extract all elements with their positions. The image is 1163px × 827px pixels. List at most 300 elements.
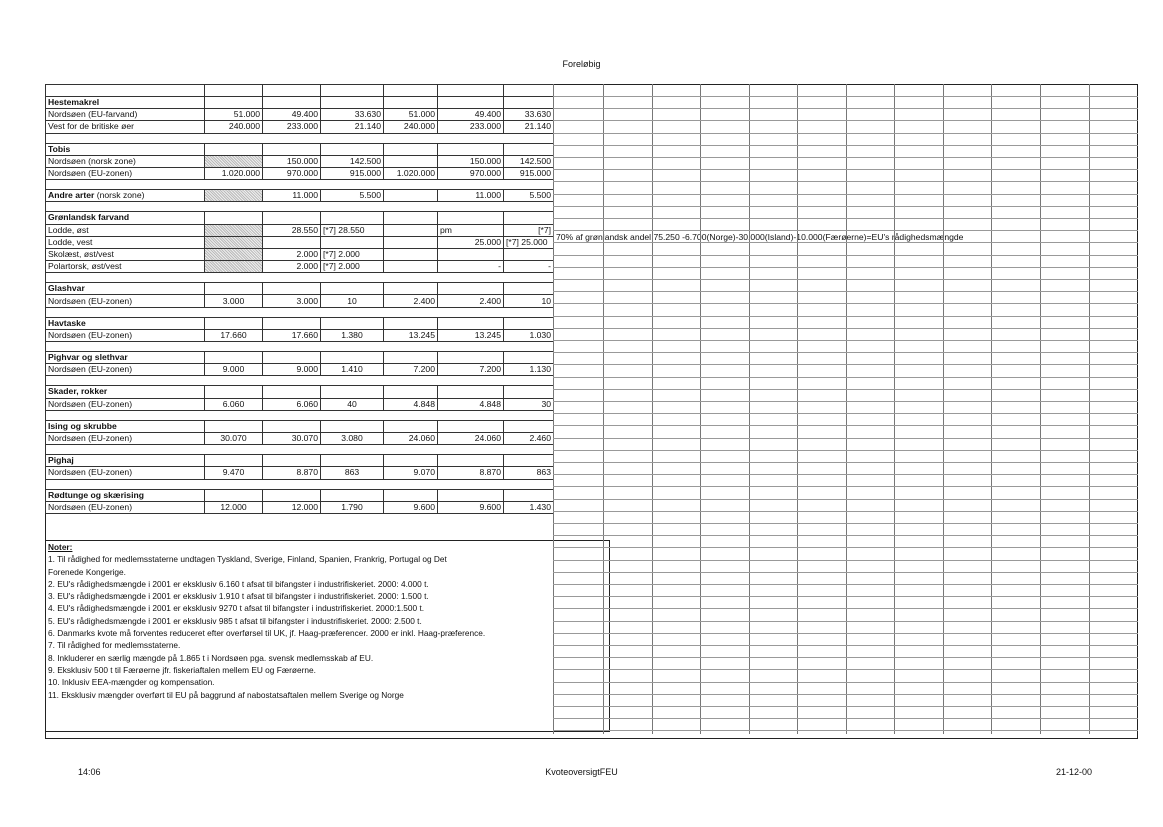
- grid-row-line: [553, 389, 1138, 390]
- row-label: Nordsøen (EU-zonen): [46, 501, 205, 513]
- status-header: Foreløbig: [562, 59, 601, 69]
- value-cell-c: 1.790: [321, 501, 384, 513]
- grid-row-line: [553, 267, 1138, 268]
- spacer-row: [46, 342, 554, 352]
- spacer-cell: [384, 376, 438, 386]
- empty-cell: [205, 420, 263, 432]
- row-label: Nordsøen (EU-zonen): [46, 364, 205, 376]
- spacer-cell: [504, 342, 554, 352]
- spacer-cell: [263, 445, 321, 455]
- table-row: [46, 155, 554, 167]
- spacer-cell: [263, 376, 321, 386]
- section-title: Grønlandsk farvand: [46, 212, 205, 224]
- grid-row-line: [553, 291, 1138, 292]
- spacer-cell: [504, 133, 554, 143]
- empty-cell: [263, 97, 321, 109]
- value-cell-b: 28.550: [263, 224, 321, 236]
- section-title: Pighaj: [46, 455, 205, 467]
- spacer-cell: [205, 202, 263, 212]
- empty-cell: [504, 283, 554, 295]
- header-cell: [321, 85, 384, 97]
- value-cell-b: 233.000: [263, 121, 321, 133]
- grid-row-line: [553, 377, 1138, 378]
- spacer-cell: [205, 273, 263, 283]
- notes-list: [48, 553, 607, 701]
- empty-cell: [504, 317, 554, 329]
- value-cell-a: [205, 224, 263, 236]
- value-cell-d: 7.200: [384, 364, 438, 376]
- spacer-cell: [205, 410, 263, 420]
- value-cell-d: 4.848: [384, 398, 438, 410]
- spacer-row: [46, 479, 554, 489]
- spacer-cell: [438, 202, 504, 212]
- grid-row-line: [553, 560, 1138, 561]
- value-cell-b: 150.000: [263, 155, 321, 167]
- spacer-row: [46, 202, 554, 212]
- value-cell-a: 9.000: [205, 364, 263, 376]
- empty-cell: [438, 386, 504, 398]
- grid-row-line: [553, 694, 1138, 695]
- notes-box: [45, 540, 610, 732]
- empty-cell: [384, 489, 438, 501]
- grid-row-line: [553, 255, 1138, 256]
- note-item: 1. Til rådighed for medlemsstaterne undtagen Tyskland, Sverige, Finland, Spanien, Frankrig, Portugal og Det: [48, 554, 447, 565]
- header-cell: [504, 85, 554, 97]
- grid-row-line: [553, 328, 1138, 329]
- value-cell-f: 10: [504, 295, 554, 307]
- value-cell-f: 1.130: [504, 364, 554, 376]
- spacer-cell: [504, 273, 554, 283]
- row-label: Nordsøen (EU-zonen): [46, 467, 205, 479]
- empty-cell: [263, 352, 321, 364]
- empty-cell: [263, 317, 321, 329]
- grid-row-line: [553, 596, 1138, 597]
- value-cell-f: 142.500: [504, 155, 554, 167]
- value-cell-c: 10: [321, 295, 384, 307]
- row-label: Nordsøen (EU-zonen): [46, 167, 205, 179]
- row-label: Nordsøen (EU-zonen): [46, 432, 205, 444]
- value-cell-d: [384, 236, 438, 248]
- value-cell-d: 9.600: [384, 501, 438, 513]
- table-row: [46, 398, 554, 410]
- grid-row-line: [553, 181, 1138, 182]
- grid-row-line: [553, 96, 1138, 97]
- section-title: Havtaske: [46, 317, 205, 329]
- grid-row-line: [553, 364, 1138, 365]
- value-cell-c: 863: [321, 467, 384, 479]
- value-cell-c: [*7] 2.000: [321, 248, 384, 260]
- table-row: [46, 190, 554, 202]
- value-cell-d: 1.020.000: [384, 167, 438, 179]
- spacer-cell: [46, 342, 205, 352]
- grid-row-line: [553, 218, 1138, 219]
- spacer-row: [46, 307, 554, 317]
- value-cell-a: 6.060: [205, 398, 263, 410]
- grid-row-line: [553, 230, 1138, 231]
- value-cell-b: 9.000: [263, 364, 321, 376]
- empty-cell: [384, 420, 438, 432]
- spacer-cell: [205, 133, 263, 143]
- grid-row-line: [553, 718, 1138, 719]
- value-cell-c: 1.380: [321, 329, 384, 341]
- empty-cell: [205, 143, 263, 155]
- value-cell-f: [504, 248, 554, 260]
- empty-cell: [438, 420, 504, 432]
- empty-cell: [504, 420, 554, 432]
- spacer-cell: [205, 445, 263, 455]
- value-cell-b: 30.070: [263, 432, 321, 444]
- empty-cell: [384, 352, 438, 364]
- value-cell-e: 150.000: [438, 155, 504, 167]
- grid-row-line: [553, 157, 1138, 158]
- value-cell-a: 12.000: [205, 501, 263, 513]
- grid-row-line: [553, 633, 1138, 634]
- grid-row-line: [553, 730, 1138, 731]
- empty-cell: [384, 317, 438, 329]
- value-cell-a: 9.470: [205, 467, 263, 479]
- value-cell-c: 33.630: [321, 109, 384, 121]
- section-title: Ising og skrubbe: [46, 420, 205, 432]
- spacer-cell: [263, 410, 321, 420]
- note-item: 4. EU's rådighedsmængde i 2001 er eksklusiv 9270 t afsat til bifangster i industrifiskeriet. 2000:1.500 t.: [48, 603, 425, 614]
- spacer-cell: [504, 180, 554, 190]
- value-cell-a: 30.070: [205, 432, 263, 444]
- value-cell-e: 233.000: [438, 121, 504, 133]
- empty-cell: [263, 420, 321, 432]
- spacer-cell: [504, 445, 554, 455]
- empty-cell: [504, 143, 554, 155]
- note-item: 11. Eksklusiv mængder overført til EU på baggrund af nabostatsaftalen mellem Sverige og Norge: [48, 689, 404, 700]
- row-label: Lodde, vest: [46, 236, 205, 248]
- spacer-cell: [205, 307, 263, 317]
- spacer-cell: [384, 307, 438, 317]
- value-cell-d: 240.000: [384, 121, 438, 133]
- value-cell-c: 21.140: [321, 121, 384, 133]
- spacer-cell: [46, 202, 205, 212]
- row-label: Polartorsk, øst/vest: [46, 261, 205, 273]
- grid-row-line: [553, 303, 1138, 304]
- spacer-cell: [263, 180, 321, 190]
- grid-row-line: [553, 657, 1138, 658]
- value-cell-e: 13.245: [438, 329, 504, 341]
- value-cell-e: 7.200: [438, 364, 504, 376]
- value-cell-e: 24.060: [438, 432, 504, 444]
- empty-cell: [321, 317, 384, 329]
- grid-row-line: [553, 499, 1138, 500]
- grid-row-line: [553, 621, 1138, 622]
- value-cell-c: [*7] 2.000: [321, 261, 384, 273]
- grid-row-line: [553, 316, 1138, 317]
- spacer-cell: [384, 410, 438, 420]
- value-cell-e: [438, 248, 504, 260]
- spacer-cell: [384, 202, 438, 212]
- value-cell-c: 1.410: [321, 364, 384, 376]
- spacer-cell: [321, 445, 384, 455]
- table-row: [46, 224, 554, 236]
- empty-cell: [504, 352, 554, 364]
- value-cell-e: pm: [438, 224, 504, 236]
- value-cell-a: 3.000: [205, 295, 263, 307]
- grid-row-line: [553, 108, 1138, 109]
- value-cell-f: [*7] 25.000: [504, 236, 554, 248]
- value-cell-f: 30: [504, 398, 554, 410]
- table-row: [46, 329, 554, 341]
- empty-cell: [504, 489, 554, 501]
- grid-row-line: [553, 535, 1138, 536]
- spacer-cell: [263, 307, 321, 317]
- value-cell-b: 17.660: [263, 329, 321, 341]
- note-item: 6. Danmarks kvote må forventes reduceret efter overførsel til UK, jf. Haag-præferencer. 2000 er inkl. Haag-præference.: [48, 628, 486, 639]
- spacer-cell: [384, 273, 438, 283]
- table-row: [46, 236, 554, 248]
- grid-row-line: [553, 584, 1138, 585]
- spacer-cell: [438, 307, 504, 317]
- grid-row-line: [553, 706, 1138, 707]
- empty-cell: [205, 283, 263, 295]
- empty-cell: [263, 283, 321, 295]
- value-cell-c: 915.000: [321, 167, 384, 179]
- empty-cell: [263, 143, 321, 155]
- empty-cell: [263, 489, 321, 501]
- empty-cell: [205, 455, 263, 467]
- spacer-cell: [205, 376, 263, 386]
- spacer-cell: [438, 376, 504, 386]
- value-cell-b: 49.400: [263, 109, 321, 121]
- value-cell-c: 40: [321, 398, 384, 410]
- spacer-cell: [321, 376, 384, 386]
- spacer-cell: [205, 479, 263, 489]
- empty-cell: [438, 143, 504, 155]
- row-label: Nordsøen (norsk zone): [46, 155, 205, 167]
- section-row: [46, 352, 554, 364]
- grid-row-line: [553, 145, 1138, 146]
- empty-cell: [205, 317, 263, 329]
- note-item: 8. Inkluderer en særlig mængde på 1.865 t i Nordsøen pga. svensk medlemsskab af EU.: [48, 652, 374, 663]
- section-row: [46, 489, 554, 501]
- value-cell-b: 3.000: [263, 295, 321, 307]
- value-cell-b: [263, 236, 321, 248]
- grid-row-line: [553, 279, 1138, 280]
- section-title: Tobis: [46, 143, 205, 155]
- empty-cell: [321, 352, 384, 364]
- empty-cell: [205, 352, 263, 364]
- empty-cell: [438, 97, 504, 109]
- spacer-row: [46, 376, 554, 386]
- greenland-annotation: 70% af grønlandsk andel 75.250 -6.700(Norge)-30.000(Island)-10.000(Færøerne)=EU's rådighedsmængde: [556, 232, 964, 242]
- spacer-cell: [384, 342, 438, 352]
- value-cell-b: 6.060: [263, 398, 321, 410]
- grid-row-line: [553, 413, 1138, 414]
- spacer-row: [46, 180, 554, 190]
- spacer-cell: [438, 410, 504, 420]
- grid-row-line: [553, 608, 1138, 609]
- value-cell-d: [384, 248, 438, 260]
- value-cell-e: 25.000: [438, 236, 504, 248]
- empty-cell: [384, 455, 438, 467]
- spacer-cell: [263, 342, 321, 352]
- spacer-cell: [438, 180, 504, 190]
- notes-title: Noter:: [48, 542, 73, 552]
- table-row: [46, 295, 554, 307]
- spacer-cell: [46, 445, 205, 455]
- value-cell-a: [205, 236, 263, 248]
- section-row: [46, 317, 554, 329]
- value-cell-a: 51.000: [205, 109, 263, 121]
- grid-row-line: [553, 206, 1138, 207]
- empty-cell: [504, 212, 554, 224]
- spacer-cell: [46, 307, 205, 317]
- grid-row-line: [553, 645, 1138, 646]
- value-cell-b: 11.000: [263, 190, 321, 202]
- empty-cell: [438, 317, 504, 329]
- value-cell-a: 240.000: [205, 121, 263, 133]
- table-header-row: [46, 85, 554, 97]
- note-item: 7. Til rådighed for medlemsstaterne.: [48, 640, 181, 651]
- value-cell-f: 1.430: [504, 501, 554, 513]
- section-title: Hestemakrel: [46, 97, 205, 109]
- footer-filename: KvoteoversigtFEU: [545, 767, 618, 777]
- header-cell: [205, 85, 263, 97]
- value-cell-b: 12.000: [263, 501, 321, 513]
- spacer-cell: [384, 133, 438, 143]
- empty-cell: [205, 212, 263, 224]
- section-title: Glashvar: [46, 283, 205, 295]
- empty-cell: [438, 212, 504, 224]
- spacer-cell: [438, 445, 504, 455]
- spacer-cell: [321, 479, 384, 489]
- note-item: 10. Inklusiv EEA-mængder og kompensation.: [48, 677, 215, 688]
- value-cell-b: 2.000: [263, 248, 321, 260]
- row-label: Nordsøen (EU-farvand): [46, 109, 205, 121]
- grid-row-line: [553, 425, 1138, 426]
- value-cell-c: 3.080: [321, 432, 384, 444]
- empty-cell: [321, 420, 384, 432]
- spacer-cell: [321, 307, 384, 317]
- value-cell-a: [205, 190, 263, 202]
- footer-date: 21-12-00: [1056, 767, 1093, 777]
- note-item: 2. EU's rådighedsmængde i 2001 er eksklusiv 6.160 t afsat til bifangster i industrifiskeriet. 2000: 4.000 t.: [48, 578, 429, 589]
- value-cell-f: [*7]: [504, 224, 554, 236]
- value-cell-f: 915.000: [504, 167, 554, 179]
- value-cell-d: [384, 261, 438, 273]
- row-label-rest: (norsk zone): [94, 190, 145, 201]
- value-cell-d: [384, 224, 438, 236]
- value-cell-f: 1.030: [504, 329, 554, 341]
- table-row: [46, 109, 554, 121]
- empty-cell: [263, 212, 321, 224]
- header-cell: [384, 85, 438, 97]
- spacer-cell: [384, 479, 438, 489]
- row-label: Skolæst, øst/vest: [46, 248, 205, 260]
- value-cell-a: 1.020.000: [205, 167, 263, 179]
- spacer-row: [46, 445, 554, 455]
- empty-cell: [321, 455, 384, 467]
- grid-row-line: [553, 486, 1138, 487]
- table-row: [46, 261, 554, 273]
- row-label: Nordsøen (EU-zonen): [46, 329, 205, 341]
- spacer-cell: [321, 342, 384, 352]
- spacer-cell: [46, 180, 205, 190]
- grid-row-line: [553, 547, 1138, 548]
- value-cell-d: 13.245: [384, 329, 438, 341]
- spacer-cell: [46, 133, 205, 143]
- grid-row-line: [553, 572, 1138, 573]
- row-label: Nordsøen (EU-zonen): [46, 295, 205, 307]
- row-label-bold: Andre arter: [48, 190, 95, 201]
- empty-cell: [321, 283, 384, 295]
- value-cell-f: 21.140: [504, 121, 554, 133]
- empty-cell: [384, 143, 438, 155]
- value-cell-d: 2.400: [384, 295, 438, 307]
- grid-row-line: [553, 511, 1138, 512]
- spacer-cell: [46, 273, 205, 283]
- table-row: [46, 248, 554, 260]
- value-cell-d: [384, 190, 438, 202]
- spacer-cell: [321, 273, 384, 283]
- empty-cell: [321, 212, 384, 224]
- value-cell-a: 17.660: [205, 329, 263, 341]
- value-cell-f: -: [504, 261, 554, 273]
- value-cell-e: -: [438, 261, 504, 273]
- spacer-cell: [384, 445, 438, 455]
- table-row: [46, 501, 554, 513]
- section-row: [46, 97, 554, 109]
- grid-row-line: [553, 194, 1138, 195]
- grid-row-line: [553, 474, 1138, 475]
- note-item: 9. Eksklusiv 500 t til Færøerne jfr. fiskeriaftalen mellem EU og Færøerne.: [48, 664, 316, 675]
- grid-row-line: [553, 169, 1138, 170]
- value-cell-e: 4.848: [438, 398, 504, 410]
- empty-cell: [438, 489, 504, 501]
- empty-cell: [384, 97, 438, 109]
- spacer-row: [46, 410, 554, 420]
- section-row: [46, 386, 554, 398]
- section-row: [46, 420, 554, 432]
- section-title: Pighvar og slethvar: [46, 352, 205, 364]
- empty-cell: [321, 143, 384, 155]
- value-cell-f: 33.630: [504, 109, 554, 121]
- empty-cell: [438, 283, 504, 295]
- header-cell: [438, 85, 504, 97]
- grid-row-line: [553, 401, 1138, 402]
- spacer-row: [46, 133, 554, 143]
- value-cell-f: 5.500: [504, 190, 554, 202]
- section-title: Skader, rokker: [46, 386, 205, 398]
- section-row: [46, 455, 554, 467]
- value-cell-a: [205, 261, 263, 273]
- spacer-cell: [263, 273, 321, 283]
- section-title: Rødtunge og skærising: [46, 489, 205, 501]
- value-cell-e: 970.000: [438, 167, 504, 179]
- grid-row-line: [553, 120, 1138, 121]
- table-row: [46, 167, 554, 179]
- empty-cell: [384, 283, 438, 295]
- spacer-cell: [384, 180, 438, 190]
- empty-cell: [321, 489, 384, 501]
- spacer-cell: [438, 133, 504, 143]
- table-row: [46, 121, 554, 133]
- spacer-cell: [263, 202, 321, 212]
- empty-cell: [321, 97, 384, 109]
- grid-row-line: [553, 242, 1138, 243]
- empty-cell: [321, 386, 384, 398]
- spacer-cell: [263, 479, 321, 489]
- spacer-cell: [205, 342, 263, 352]
- spacer-cell: [263, 133, 321, 143]
- value-cell-d: 24.060: [384, 432, 438, 444]
- spacer-cell: [504, 376, 554, 386]
- spacer-row: [46, 273, 554, 283]
